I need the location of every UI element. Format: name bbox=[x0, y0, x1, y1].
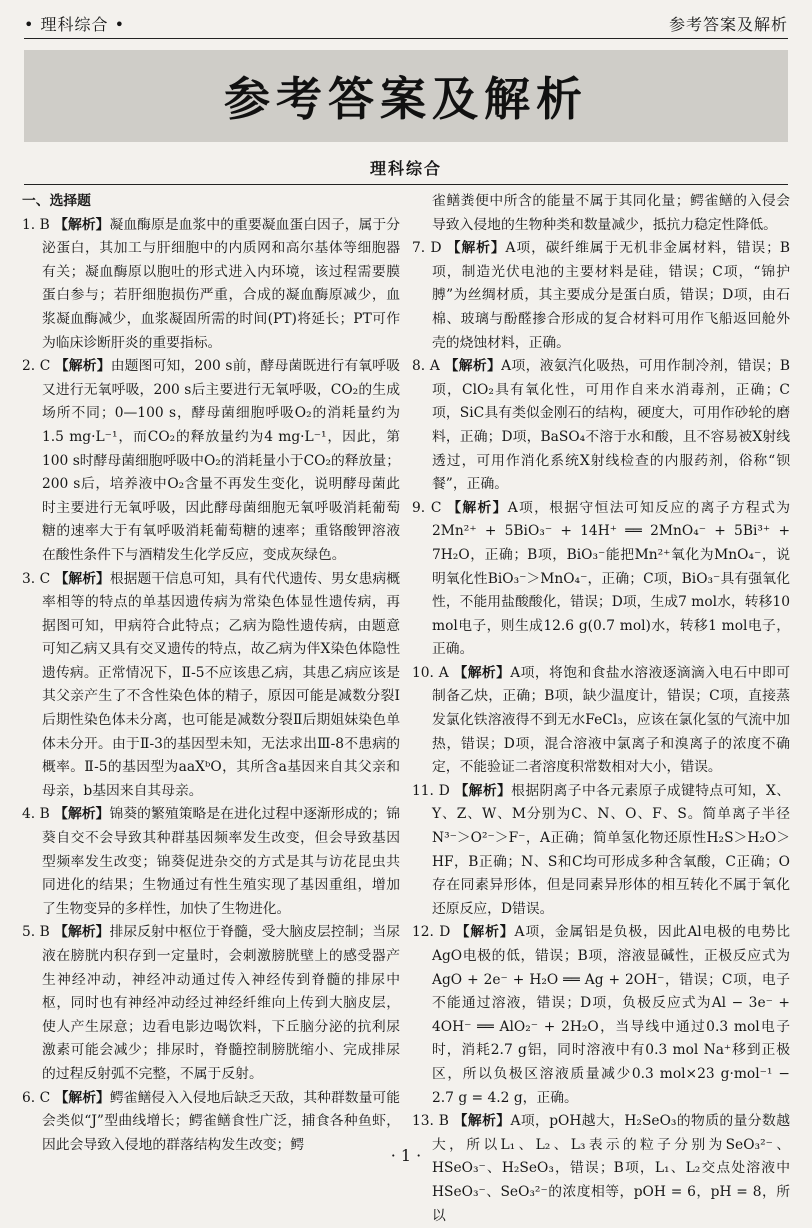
answer-item bbox=[412, 237, 790, 355]
answer-item bbox=[22, 803, 400, 921]
analysis-tag: 【解析】 bbox=[454, 782, 512, 799]
answer-text: 雀鳝粪便中所含的能量不属于其同化量；鳄雀鳝的入侵会导致入侵地的生物种类和数量减少，抵抗力稳定性降低。 bbox=[432, 193, 790, 233]
answer-text: A项，根据守恒法可知反应的离子方程式为2Mn²⁺ + 5BiO₃⁻ + 14H⁺ ══ 2MnO₄⁻ + 5Bi³⁺ + 7H₂O，正确；B项，BiO₃⁻能把Mn²⁺氧化为MnO₄⁻，说明氧化性BiO₃⁻＞MnO₄⁻，正确；C项，BiO₃⁻具有强氧化性，不能用盐酸酸化，错误；D项，生成7 mol水，转移10 mol电子，则生成12.6 g(0.7 mol)水，转移1 mol电子，正确。 bbox=[432, 499, 791, 658]
answer-text: 由题图可知，200 s前，酵母菌既进行有氧呼吸又进行无氧呼吸，200 s后主要进行无氧呼吸，CO₂的生成场所不同；0—100 s，酵母菌细胞呼吸O₂的消耗量约为1.5 mg·L⁻¹，而CO₂的释放量约为4 mg·L⁻¹，因此，第100 s时酵母菌细胞呼吸中O₂的消耗量小于CO₂的释放量；200 s后，培养液中O₂含量不再发生变化，说明酵母菌此时主要进行无氧呼吸，因此酵母菌细胞无氧呼吸消耗葡萄糖的速率大于有氧呼吸消耗葡萄糖的速率；重铬酸钾溶液在酸性条件下与酒精发生化学反应，变成灰绿色。 bbox=[42, 358, 401, 563]
answer-text: 鳄雀鳝侵入入侵地后缺乏天敌，其种群数量可能会类似“J”型曲线增长；鳄雀鳝食性广泛，捕食各种鱼虾，因此会导致入侵地的群落结构发生改变；鳄 bbox=[42, 1089, 401, 1153]
analysis-tag: 【解析】 bbox=[446, 240, 506, 257]
answer-number: 3. C bbox=[22, 570, 51, 587]
answer-text: 排尿反射中枢位于脊髓，受大脑皮层控制；当尿液在膀胱内积存到一定量时，会刺激膀胱壁上的感受器产生神经冲动，神经冲动通过传入神经传到脊髓的排尿中枢，同时也有神经冲动经过神经纤维向上传到大脑皮层，使人产生尿意；边看电影边喝饮料，下丘脑分泌的抗利尿激素可能会减少；排尿时，脊髓控制膀胱缩小、完成排尿的过程反射弧不完整，不属于反射。 bbox=[42, 924, 401, 1082]
right-column bbox=[412, 190, 791, 1224]
analysis-tag: 【解析】 bbox=[447, 499, 508, 516]
answer-number: 4. B bbox=[22, 806, 50, 823]
analysis-tag: 【解析】 bbox=[453, 1113, 511, 1130]
banner-title: 参考答案及解析 bbox=[224, 72, 588, 126]
answer-text: A项，将饱和食盐水溶液逐滴滴入电石中即可制备乙炔，正确；B项，缺少温度计，错误；C项，直接蒸发氯化铁溶液得不到无水FeCl₃，应该在氯化氢的气流中加热，错误；D项，混合溶液中氯离子和溴离子的浓度不确定，不能验证二者溶度积常数相对大小，错误。 bbox=[432, 664, 791, 776]
analysis-tag: 【解析】 bbox=[54, 358, 111, 375]
answer-text: A项，液氨汽化吸热，可用作制冷剂，错误；B项，ClO₂具有氧化性，可用作自来水消毒剂，正确；C项，SiC具有类似金刚石的结构，硬度大，可用作砂轮的磨料，正确；D项，BaSO₄不溶于水和酸，且不容易被X射线透过，可用作消化系统X射线检查的内服药剂，俗称“钡餐”，正确。 bbox=[432, 358, 790, 493]
answer-text: A项，pOH越大，H₂SeO₃的物质的量分数越大，所以L₁、L₂、L₃表示的粒子分别为SeO₃²⁻、HSeO₃⁻、H₂SeO₃，错误；B项，L₁、L₂交点处溶液中HSeO₃⁻、SeO₃²⁻的浓度相等，pOH = 6，pH = 8，所以 bbox=[432, 1113, 791, 1224]
right-answer-list bbox=[412, 190, 790, 1228]
analysis-tag: 【解析】 bbox=[54, 570, 110, 587]
answer-item bbox=[22, 568, 400, 804]
left-column bbox=[22, 190, 401, 1153]
analysis-tag: 【解析】 bbox=[453, 664, 511, 681]
answer-number: 6. C bbox=[22, 1089, 51, 1106]
page-number: · 1 · bbox=[390, 1146, 422, 1165]
section-heading: 一、选择题 bbox=[22, 193, 91, 209]
answer-number: 8. A bbox=[412, 358, 440, 375]
answer-item bbox=[412, 355, 790, 497]
header-subject: • 理科综合 • bbox=[24, 14, 126, 34]
answer-item bbox=[412, 780, 790, 922]
answer-text: 凝血酶原是血浆中的重要凝血蛋白因子，属于分泌蛋白，其加工与肝细胞中的内质网和高尔基体等细胞器有关；凝血酶原以胞吐的形式进入内环境，该过程需要膜蛋白参与；若肝细胞损伤严重，合成的凝血酶原减少，血浆凝血酶减少，血浆凝固所需的时间(PT)将延长；PT可作为临床诊断肝炎的重要指标。 bbox=[42, 216, 401, 351]
analysis-tag: 【解析】 bbox=[54, 806, 110, 823]
answer-text: 锦葵的繁殖策略是在进化过程中逐渐形成的；锦葵自交不会导致其种群基因频率发生改变，但会导致基因型频率发生改变；锦葵促进杂交的方式是其与访花昆虫共同进化的结果；生物通过有性生殖实现了基因重组，增加了生物变异的多样性，加快了生物进化。 bbox=[42, 806, 401, 917]
answer-item bbox=[22, 214, 400, 356]
answer-number: 2. C bbox=[22, 358, 51, 375]
analysis-tag: 【解析】 bbox=[54, 1089, 110, 1106]
answer-item bbox=[412, 497, 790, 662]
analysis-tag: 【解析】 bbox=[54, 216, 110, 233]
answer-item bbox=[412, 662, 790, 780]
analysis-tag: 【解析】 bbox=[455, 924, 515, 941]
answer-item bbox=[412, 1110, 790, 1228]
answer-number: 12. D bbox=[412, 924, 451, 941]
answer-item bbox=[412, 190, 790, 237]
page-header bbox=[24, 8, 788, 39]
answer-number: 9. C bbox=[412, 499, 442, 516]
answer-item bbox=[22, 921, 400, 1086]
answer-number: 13. B bbox=[412, 1113, 449, 1130]
answer-number: 10. A bbox=[412, 664, 449, 681]
left-answer-list bbox=[22, 214, 400, 1158]
answer-number: 11. D bbox=[412, 782, 450, 799]
answer-text: A项，金属铝是负极，因此Al电极的电势比AgO电极的低，错误；B项，溶液显碱性，正极反应式为AgO + 2e⁻ + H₂O ══ Ag + 2OH⁻，错误；C项，电子不能通过溶液，错误；D项，负极反应式为Al − 3e⁻ + 4OH⁻ ══ AlO₂⁻ + 2H₂O，当导线中通过0.3 mol电子时，消耗2.7 g铝，同时溶液中有0.3 mol Na⁺移到正极区，所以负极区溶液质量减少0.3 mol×23 g·mol⁻¹ − 2.7 g = 4.2 g，正确。 bbox=[432, 924, 791, 1106]
analysis-tag: 【解析】 bbox=[444, 358, 502, 375]
title-divider bbox=[24, 184, 788, 185]
answer-number: 7. D bbox=[412, 240, 442, 257]
header-doc-title: 参考答案及解析 bbox=[668, 14, 788, 34]
analysis-tag: 【解析】 bbox=[54, 924, 110, 941]
answer-text: A项，碳纤维属于无机非金属材料，错误；B项，制造光伏电池的主要材料是硅，错误；C项，“锦护膊”为丝绸材质，其主要成分是蛋白质，错误；D项，由石棉、玻璃与酚醛掺合形成的复合材料可用作飞船返回舱外壳的烧蚀材料，正确。 bbox=[432, 240, 790, 351]
answer-text: 根据阴离子中各元素原子成键特点可知，X、Y、Z、W、M分别为C、N、O、F、S。简单离子半径N³⁻＞O²⁻＞F⁻，A正确；简单氢化物还原性H₂S＞H₂O＞HF，B正确；N、S和C均可形成多种含氧酸，C正确；O存在同素异形体，但是同素异形体的相互转化不属于氧化还原反应，D错误。 bbox=[432, 782, 791, 917]
answer-number: 1. B bbox=[22, 216, 50, 233]
subject-title: 理科综合 bbox=[369, 159, 442, 178]
answer-number: 5. B bbox=[22, 924, 50, 941]
title-banner bbox=[24, 50, 788, 142]
answer-item bbox=[22, 355, 400, 567]
answer-text: 根据题干信息可知，具有代代遗传、男女患病概率相等的特点的单基因遗传病为常染色体显性遗传病，再据图可知，甲病符合此特点；乙病为隐性遗传病，由题意可知乙病又具有交叉遗传的特点，故乙病为伴X染色体隐性遗传病。正常情况下，Ⅱ-5不应该患乙病，其患乙病应该是其父亲产生了不含性染色体的精子，原因可能是减数分裂Ⅰ后期性染色体未分离，也可能是减数分裂Ⅱ后期姐妹染色单体未分开。由于Ⅱ-3的基因型未知，无法求出Ⅲ-8不患病的概率。Ⅱ-5的基因型为aaXᵇO，其所含a基因来自其父亲和母亲，b基因来自其母亲。 bbox=[42, 570, 401, 799]
answer-item bbox=[412, 921, 790, 1110]
